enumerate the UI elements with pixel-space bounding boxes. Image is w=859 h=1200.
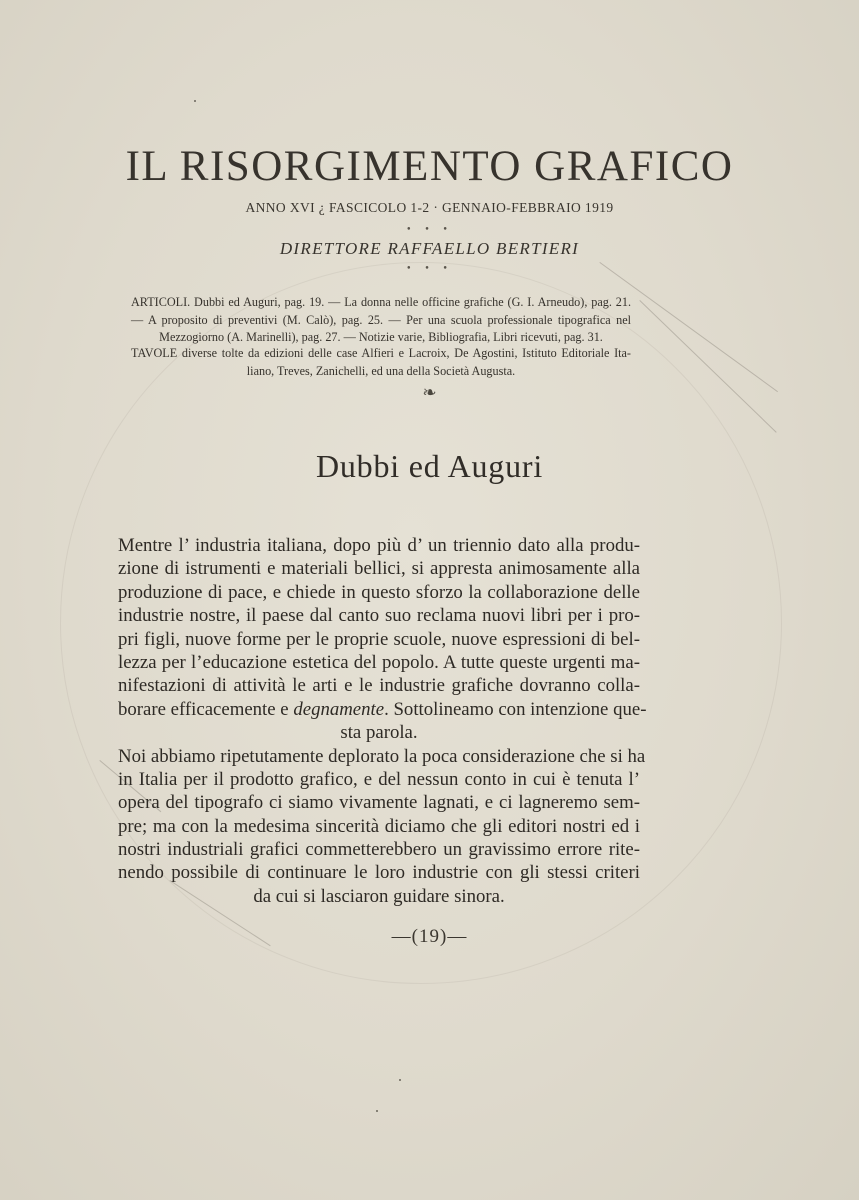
- body-line: Noi abbiamo ripetutamente deplorato la poca considerazione che si ha: [118, 745, 646, 767]
- paper-speck: [194, 100, 196, 102]
- body-text-run: . Sottolineamo con intenzione que-: [384, 698, 647, 720]
- issue-line: ANNO XVI ¿ FASCICOLO 1-2 · GENNAIO-FEBBRAIO 1919: [245, 200, 614, 215]
- article-body: [118, 534, 647, 908]
- body-line: pri figli, nuove forme per le proprie scuole, nuove espressioni di bel-: [118, 628, 640, 650]
- contents-articoli: [131, 294, 631, 347]
- director-line: DIRETTORE RAFFAELLO BERTIERI: [279, 239, 580, 258]
- fleuron-ornament: ❧: [422, 383, 437, 403]
- contents-line: liano, Treves, Zanichelli, ed una della Società Augusta.: [246, 363, 516, 378]
- body-line: produzione di pace, e chiede in questo sforzo la collaborazione delle: [118, 581, 640, 603]
- body-line: nostri industriali grafici commetterebbero un gravissimo errore rite-: [118, 839, 640, 861]
- ornament-dots-bottom: • • •: [406, 264, 453, 274]
- paper-speck: [399, 1079, 401, 1081]
- ornament-dots-top: • • •: [406, 225, 453, 235]
- paper-speck: [376, 1110, 378, 1112]
- body-line: opera del tipografo ci siamo vivamente lagnati, e ci lagneremo sem-: [118, 792, 640, 814]
- contents-tavole: [131, 345, 631, 380]
- contents-line: — A proposito di preventivi (M. Calò), pag. 25. — Per una scuola professionale tipografica nel: [131, 312, 631, 327]
- body-line: nendo possibile di continuare le loro industrie con gli stessi criteri: [118, 862, 640, 884]
- body-line: lezza per l’educazione estetica del popolo. A tutte queste urgenti ma-: [118, 651, 640, 673]
- body-line: industrie nostre, il paese dal canto suo reclama nuovi libri per i pro-: [118, 605, 640, 627]
- body-line: zione di istrumenti e materiali bellici, si appresta animosamente alla: [118, 558, 640, 580]
- body-line: in Italia per il prodotto grafico, e del nessun conto in cui è tenuta l’: [118, 768, 640, 790]
- body-line: pre; ma con la medesima sincerità diciamo che gli editori nostri ed i: [118, 815, 640, 837]
- body-line: sta parola.: [340, 722, 418, 744]
- emphasized-word: degnamente: [293, 698, 385, 720]
- contents-line: TAVOLE diverse tolte da edizioni delle case Alfieri e Lacroix, De Agostini, Istituto Editoriale Ita-: [131, 346, 631, 360]
- article-title: Dubbi ed Auguri: [315, 448, 544, 484]
- body-line: da cui si lasciaron guidare sinora.: [253, 885, 505, 907]
- contents-line: Mezzogiorno (A. Marinelli), pag. 27. — Notizie varie, Bibliografia, Libri ricevuti, pag. 31.: [159, 330, 603, 345]
- magazine-masthead-title: IL RISORGIMENTO GRAFICO: [125, 143, 734, 190]
- page-number: —(19)—: [391, 926, 468, 947]
- body-line: Mentre l’ industria italiana, dopo più d’ un triennio dato alla produ-: [118, 535, 640, 556]
- body-line-with-emphasis: [118, 698, 647, 721]
- contents-line: ARTICOLI. Dubbi ed Auguri, pag. 19. — La donna nelle officine grafiche (G. I. Arneudo), pag. 21.: [131, 295, 631, 309]
- body-text-run: borare efficacemente e: [118, 698, 294, 720]
- body-line: nifestazioni di attività le arti e le industrie grafiche dovranno colla-: [118, 675, 640, 697]
